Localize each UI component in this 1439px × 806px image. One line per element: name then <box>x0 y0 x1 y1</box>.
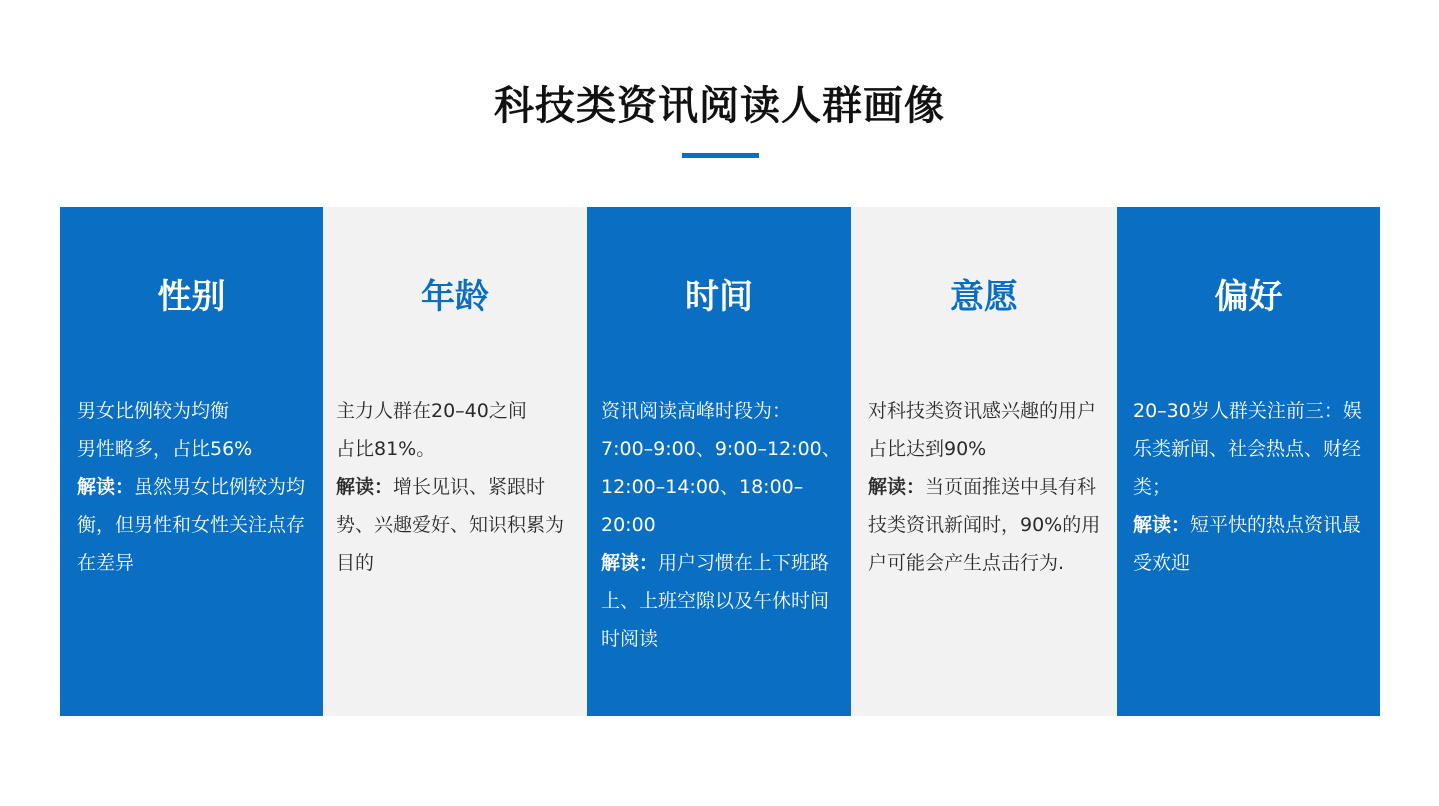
column-gender <box>60 207 323 716</box>
insight-text: 增长见识、紧跟时势、兴趣爱好、知识积累为目的 <box>336 476 565 574</box>
insight-text: 短平快的热点资讯最受欢迎 <box>1133 514 1362 574</box>
insight <box>77 468 311 582</box>
insight-label: 解读： <box>1133 514 1191 536</box>
insight <box>1133 506 1364 582</box>
insight-label: 解读： <box>601 552 659 574</box>
body-line: 7:00–9:00、9:00–12:00、12:00–14:00、18:00–20:00 <box>601 438 841 536</box>
column-preference <box>1117 207 1380 716</box>
insight-text: 虽然男女比例较为均衡，但男性和女性关注点存在差异 <box>77 476 306 574</box>
column-heading: 年龄 <box>421 277 489 317</box>
column-body <box>868 392 1105 582</box>
insight <box>868 468 1105 582</box>
column-body <box>336 392 575 582</box>
insight-label: 解读： <box>77 476 135 498</box>
body-line: 男性略多，占比56% <box>77 438 253 460</box>
column-age <box>323 207 587 716</box>
body-line: 资讯阅读高峰时段为： <box>601 400 792 422</box>
column-heading: 偏好 <box>1214 277 1283 317</box>
insight-text: 用户习惯在上下班路上、上班空隙以及午休时间时阅读 <box>601 552 830 650</box>
insight-label: 解读： <box>868 476 926 498</box>
body-line: 主力人群在20–40之间 <box>336 400 527 422</box>
insight-text: 当页面推送中具有科技类资讯新闻时，90%的用户可能会产生点击行为. <box>868 476 1101 574</box>
column-heading: 性别 <box>157 277 226 317</box>
column-body <box>1133 392 1364 582</box>
column-heading: 时间 <box>685 277 753 317</box>
insight-label: 解读： <box>336 476 394 498</box>
column-heading: 意愿 <box>950 277 1018 317</box>
column-body <box>77 392 311 582</box>
page-title: 科技类资讯阅读人群画像 <box>494 83 945 129</box>
body-line: 对科技类资讯感兴趣的用户 占比达到90% <box>868 400 1097 460</box>
insight <box>336 468 575 582</box>
body-line: 男女比例较为均衡 <box>77 400 230 422</box>
column-intent <box>851 207 1117 716</box>
persona-columns <box>60 207 1380 716</box>
insight <box>601 544 847 658</box>
column-body <box>601 392 847 658</box>
column-time <box>587 207 851 716</box>
title-underline <box>682 153 759 158</box>
body-line: 占比81%。 <box>336 438 436 460</box>
body-line: 20–30岁人群关注前三：娱乐类新闻、社会热点、财经类； <box>1133 400 1362 498</box>
